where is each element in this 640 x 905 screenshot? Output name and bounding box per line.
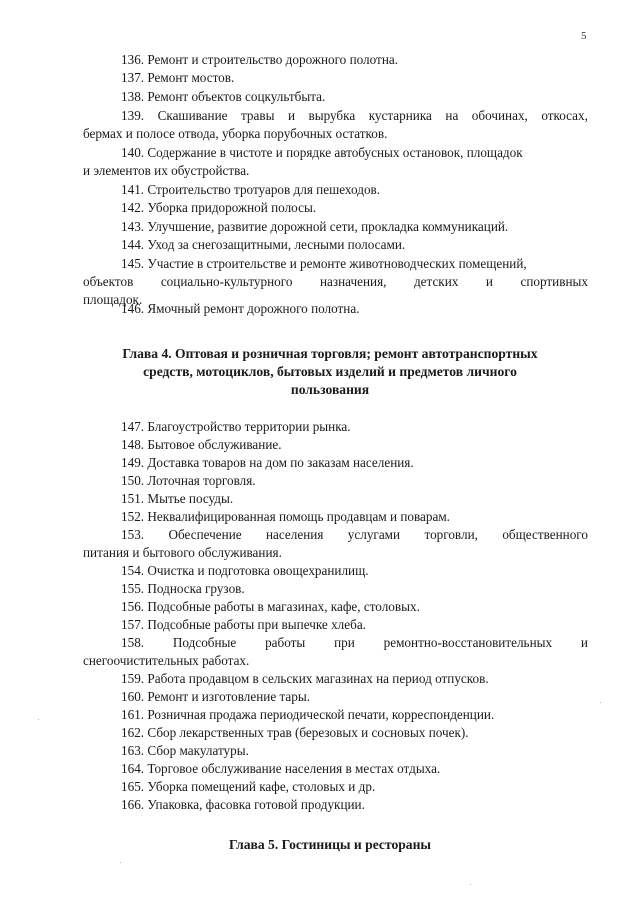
word: и: [580, 635, 588, 650]
word: торговли,: [424, 527, 478, 542]
word: работы: [265, 635, 306, 650]
list-item: 143. Улучшение, развитие дорожной сети, прокладка коммуникаций.: [121, 219, 509, 234]
word: спортивных: [520, 274, 588, 289]
word: социально-культурного: [160, 274, 293, 289]
word: и: [287, 108, 296, 123]
word: при: [334, 635, 355, 650]
word: Обеспечение: [168, 527, 242, 542]
word: травы: [241, 108, 275, 123]
word: населения: [266, 527, 324, 542]
word: ремонтно-восстановительных: [383, 635, 553, 650]
list-item-continuation: бермах и полосе отвода, уборка порубочных остатков.: [83, 126, 388, 141]
list-item: 151. Мытье посуды.: [121, 491, 234, 506]
word: общественного: [502, 527, 588, 542]
list-item: 165. Уборка помещений кафе, столовых и др.: [121, 779, 376, 794]
word: вырубка: [308, 108, 356, 123]
list-item-continuation: и элементов их обустройства.: [83, 163, 250, 178]
chapter-heading: Глава 5. Гостиницы и рестораны: [228, 837, 432, 852]
list-item-continuation: снегоочистительных работах.: [83, 653, 250, 668]
list-item: 155. Подноска грузов.: [121, 581, 245, 596]
list-item-continuation: площадок.: [83, 292, 143, 307]
word: 153.: [121, 527, 145, 542]
list-item: 136. Ремонт и строительство дорожного полотна.: [121, 52, 399, 67]
list-item: 141. Строительство тротуаров для пешеходов.: [121, 182, 381, 197]
list-item: 166. Упаковка, фасовка готовой продукции.: [121, 797, 365, 812]
list-item-153: [121, 526, 588, 543]
word: обочинах,: [471, 108, 528, 123]
word: кустарника: [368, 108, 432, 123]
list-item: 146. Ямочный ремонт дорожного полотна.: [121, 301, 360, 316]
list-item: 147. Благоустройство территории рынка.: [121, 419, 351, 434]
page-number: 5: [581, 30, 587, 42]
word: детских: [413, 274, 459, 289]
list-item: 162. Сбор лекарственных трав (березовых и сосновых почек).: [121, 725, 469, 740]
scan-speck: [470, 884, 471, 885]
list-item: 138. Ремонт объектов соцкультбыта.: [121, 89, 326, 104]
list-item: 154. Очистка и подготовка овощехранилищ.: [121, 563, 369, 578]
list-item-158: [121, 634, 588, 651]
word: объектов: [83, 274, 134, 289]
list-item: 144. Уход за снегозащитными, лесными полосами.: [121, 237, 406, 252]
word: Скашивание: [157, 108, 228, 123]
list-item: 140. Содержание в чистоте и порядке автобусных остановок, площадок: [121, 145, 523, 160]
chapter-heading: пользования: [290, 382, 370, 397]
word: услугами: [347, 527, 401, 542]
chapter-heading: Глава 4. Оптовая и розничная торговля; ремонт автотранспортных: [122, 346, 538, 361]
chapter-heading: средств, мотоциклов, бытовых изделий и предметов личного: [143, 364, 517, 379]
word: откосах,: [541, 108, 588, 123]
scan-speck: [38, 719, 39, 720]
list-item: 159. Работа продавцом в сельских магазинах на период отпусков.: [121, 671, 489, 686]
list-item: 164. Торговое обслуживание населения в местах отдыха.: [121, 761, 441, 776]
list-item: 152. Неквалифицированная помощь продавцам и поварам.: [121, 509, 450, 524]
list-item: 150. Лоточная торговля.: [121, 473, 256, 488]
list-item-continuation: питания и бытового обслуживания.: [83, 545, 282, 560]
list-item: 163. Сбор макулатуры.: [121, 743, 249, 758]
list-item: 145. Участие в строительстве и ремонте животноводческих помещений,: [121, 256, 527, 271]
list-item: 160. Ремонт и изготовление тары.: [121, 689, 311, 704]
word: назначения,: [319, 274, 387, 289]
scan-speck: [120, 862, 121, 863]
word: 139.: [121, 108, 145, 123]
list-item: 149. Доставка товаров на дом по заказам населения.: [121, 455, 414, 470]
list-item-145-cont: [83, 273, 588, 290]
list-item: 161. Розничная продажа периодической печати, корреспонденции.: [121, 707, 495, 722]
word: Подсобные: [172, 635, 237, 650]
list-item-139: [121, 107, 588, 124]
list-item: 142. Уборка придорожной полосы.: [121, 200, 317, 215]
word: на: [445, 108, 459, 123]
word: и: [485, 274, 493, 289]
list-item: 156. Подсобные работы в магазинах, кафе, столовых.: [121, 599, 420, 614]
list-item: 148. Бытовое обслуживание.: [121, 437, 282, 452]
word: 158.: [121, 635, 145, 650]
list-item: 137. Ремонт мостов.: [121, 70, 235, 85]
list-item: 157. Подсобные работы при выпечке хлеба.: [121, 617, 366, 632]
scan-speck: [600, 702, 601, 703]
